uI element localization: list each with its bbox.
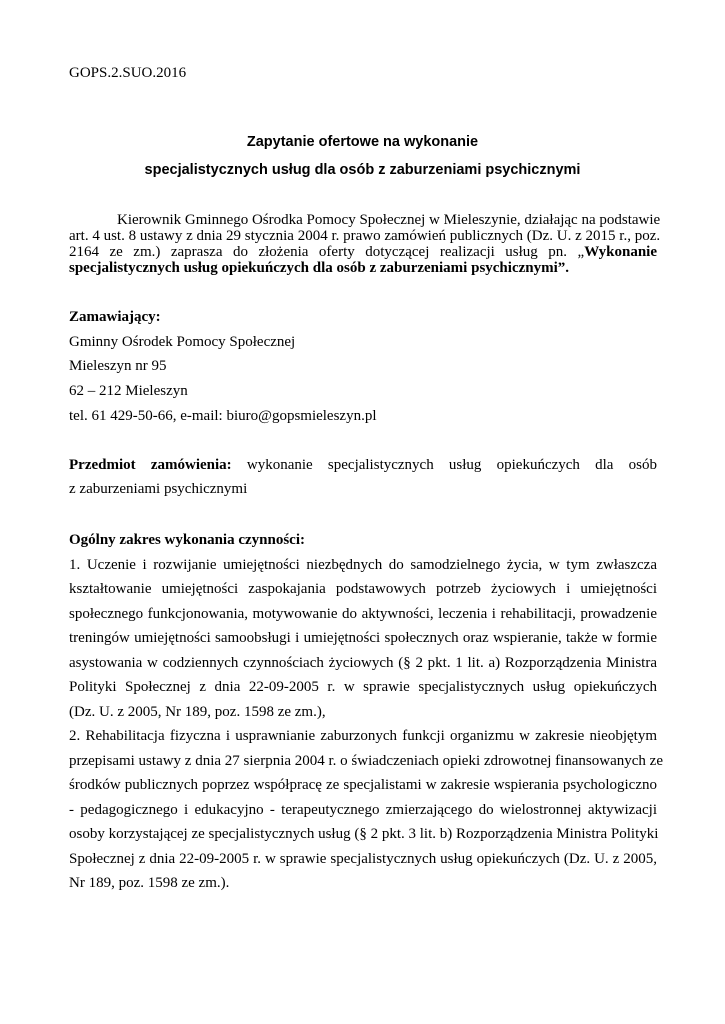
document-reference: GOPS.2.SUO.2016 [69, 65, 187, 81]
scope-item-2 [69, 724, 663, 896]
subject-label: Przedmiot zamówienia: [69, 457, 232, 473]
scope-item-1-line: treningów umiejętności samoobsługi i umiejętności społecznych oraz wspieranie, także w formie [69, 630, 657, 646]
scope-item-1-line: asystowania w codziennych czynnościach życiowych (§ 2 pkt. 1 lit. a) Rozporządzenia Ministra [69, 654, 657, 671]
subject-line-1-text: wykonanie specjalistycznych usług opiekuńczych dla osób [246, 457, 658, 473]
intro-line-3-regular: 2164 ze zm.) zaprasza do złożenia oferty dotyczącej realizacji usług pn. „ [69, 244, 585, 260]
scope-item-2-line: Społecznej z dnia 22-09-2005 r. w sprawie specjalistycznych usług opiekuńczych (Dz. U. z 2005, [69, 850, 657, 867]
contractor-contact: tel. 61 429-50-66, e-mail: biuro@gopsmieleszyn.pl [69, 407, 377, 424]
contractor-name: Gminny Ośrodek Pomocy Społecznej [69, 333, 296, 350]
intro-line-1-text: Kierownik Gminnego Ośrodka Pomocy Społecznej w Mieleszynie, działając na podstawie [117, 212, 661, 228]
scope-block [69, 528, 663, 896]
scope-item-1-line: 1. Uczenie i rozwijanie umiejętności niezbędnych do samodzielnego życia, w tym zwłaszcza [69, 556, 657, 573]
title-line-2: specjalistycznych usług dla osób z zaburzeniami psychicznymi [144, 162, 581, 178]
subject-line-1 [69, 453, 657, 477]
intro-line-4: specjalistycznych usług opiekuńczych dla osób z zaburzeniami psychicznymi”. [69, 260, 570, 276]
scope-item-2-line: Nr 189, poz. 1598 ze zm.). [69, 875, 230, 891]
subject-block [69, 453, 657, 501]
contractor-block [69, 305, 657, 429]
title-line-1: Zapytanie ofertowe na wykonanie [246, 134, 479, 150]
intro-line-3-bold: Wykonanie [584, 244, 657, 260]
intro-paragraph [69, 212, 661, 276]
contractor-heading: Zamawiający: [69, 309, 161, 325]
scope-item-1-line: kształtowanie umiejętności zaspokajania podstawowych potrzeb życiowych i umiejętności [69, 581, 657, 597]
scope-item-2-line: przepisami ustawy z dnia 27 sierpnia 2004 r. o świadczeniach opieki zdrowotnej finansowanych ze [69, 752, 663, 769]
intro-line-2: art. 4 ust. 8 ustawy z dnia 29 stycznia 2004 r. prawo zamówień publicznych (Dz. U. z 2015 r., poz. [69, 228, 661, 244]
scope-heading: Ogólny zakres wykonania czynności: [69, 532, 305, 548]
intro-line-3 [69, 244, 657, 260]
scope-item-1 [69, 553, 657, 725]
scope-item-2-line: środków publicznych poprzez współpracę ze specjalistami w zakresie wspierania psychologiczno [69, 777, 657, 793]
contractor-address-2: 62 – 212 Mieleszyn [69, 383, 188, 400]
scope-item-1-line: (Dz. U. z 2005, Nr 189, poz. 1598 ze zm.), [69, 703, 326, 720]
scope-item-2-line: osoby korzystającej ze specjalistycznych usług (§ 2 pkt. 3 lit. b) Rozporządzenia Ministra Polityki [69, 826, 659, 842]
contractor-address-1: Mieleszyn nr 95 [69, 358, 167, 375]
scope-item-1-line: Polityki Społecznej z dnia 22-09-2005 r. w sprawie specjalistycznych usług opiekuńczych [69, 679, 657, 695]
subject-line-2: z zaburzeniami psychicznymi [69, 481, 248, 497]
scope-item-1-line: społecznego funkcjonowania, motywowanie do aktywności, leczenia i rehabilitacji, prowadzenie [69, 605, 657, 622]
scope-item-2-line: - pedagogicznego i edukacyjno - terapeutycznego zmierzającego do wielostronnej aktywizacji [69, 801, 657, 818]
scope-item-2-line: 2. Rehabilitacja fizyczna i usprawnianie zaburzonych funkcji organizmu w zakresie nieobjętym [69, 728, 657, 744]
intro-line-1 [69, 212, 661, 228]
